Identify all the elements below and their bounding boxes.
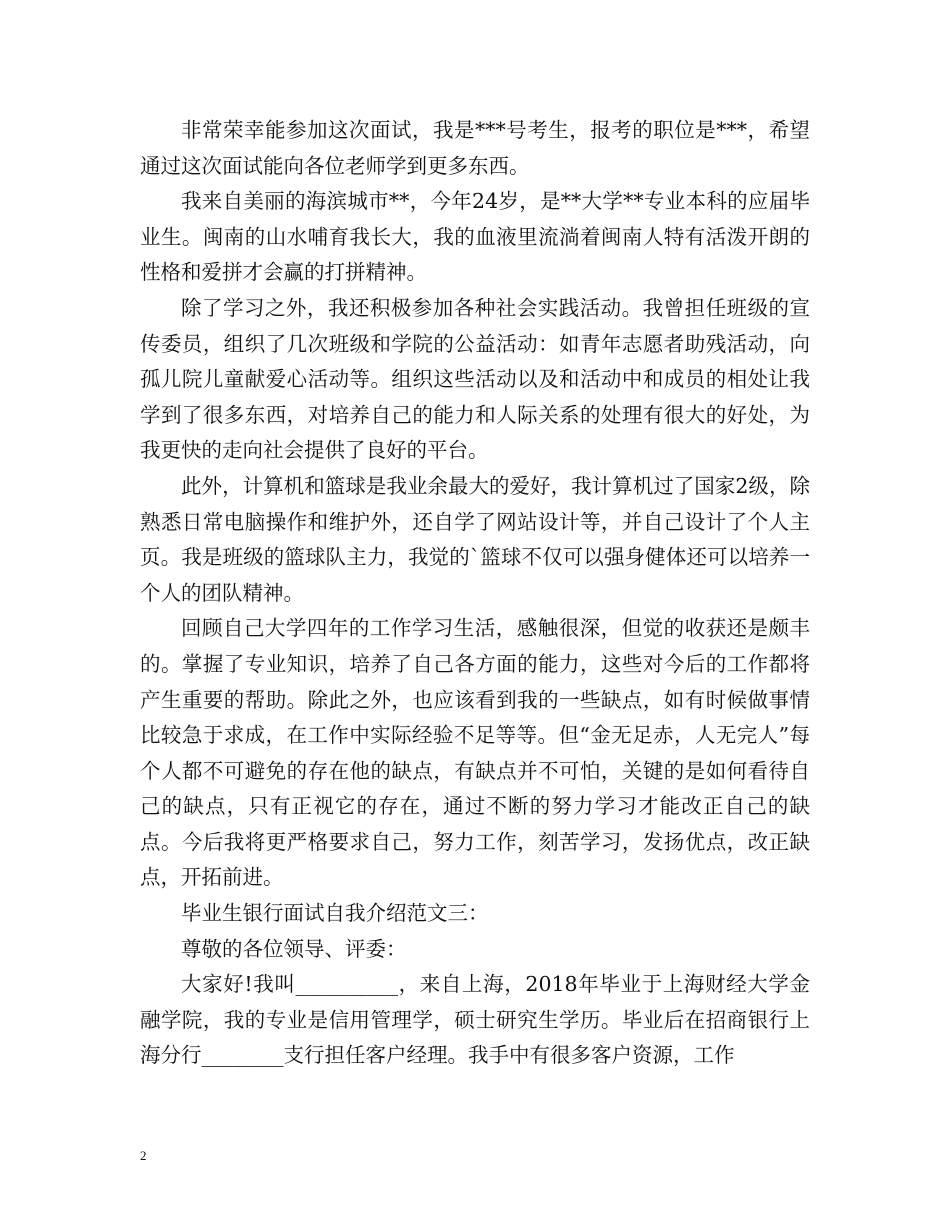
page-number: 2 — [140, 1148, 147, 1163]
paragraph-opening: 非常荣幸能参加这次面试，我是***号考生，报考的职位是***，希望通过这次面试能向各位老师学到更多东西。 — [140, 118, 810, 178]
paragraph-introduction: 大家好!我叫__________，来自上海，2018年毕业于上海财经大学金融学院，我的专业是信用管理学，硕士研究生学历。毕业后在招商银行上海分行________支行担任客户经理。我手中有很多客户资源，工作 — [140, 972, 810, 1068]
document-body — [140, 113, 810, 1074]
paragraph-hobbies: 此外，计算机和篮球是我业余最大的爱好，我计算机过了国家2级，除熟悉日常电脑操作和维护外，还自学了网站设计等，并自己设计了个人主页。我是班级的篮球队主力，我觉的`篮球不仅可以强身健体还可以培养一个人的团队精神。 — [140, 473, 810, 605]
paragraph-activities: 除了学习之外，我还积极参加各种社会实践活动。我曾担任班级的宣传委员，组织了几次班级和学院的公益活动：如青年志愿者助残活动，向孤儿院儿童献爱心活动等。组织这些活动以及和活动中和成员的相处让我学到了很多东西，对培养自己的能力和人际关系的处理有很大的好处，为我更快的走向社会提供了良好的平台。 — [140, 295, 810, 463]
paragraph-reflection: 回顾自己大学四年的工作学习生活，感触很深，但觉的收获还是颇丰的。掌握了专业知识，培养了自己各方面的能力，这些对今后的工作都将产生重要的帮助。除此之外，也应该看到我的一些缺点，如有时候做事情比较急于求成，在工作中实际经验不足等等。但“金无足赤，人无完人”每个人都不可避免的存在他的缺点，有缺点并不可怕，关键的是如何看待自己的缺点，只有正视它的存在，通过不断的努力学习才能改正自己的缺点。今后我将更严格要求自己，努力工作，刻苦学习，发扬优点，改正缺点，开拓前进。 — [140, 616, 810, 890]
paragraph-background: 我来自美丽的海滨城市**，今年24岁，是**大学**专业本科的应届毕业生。闽南的山水哺育我长大，我的血液里流淌着闽南人特有活泼开朗的性格和爱拼才会赢的打拼精神。 — [140, 189, 810, 285]
salutation: 尊敬的各位领导、评委： — [181, 936, 407, 961]
section-heading: 毕业生银行面试自我介绍范文三： — [181, 901, 489, 926]
